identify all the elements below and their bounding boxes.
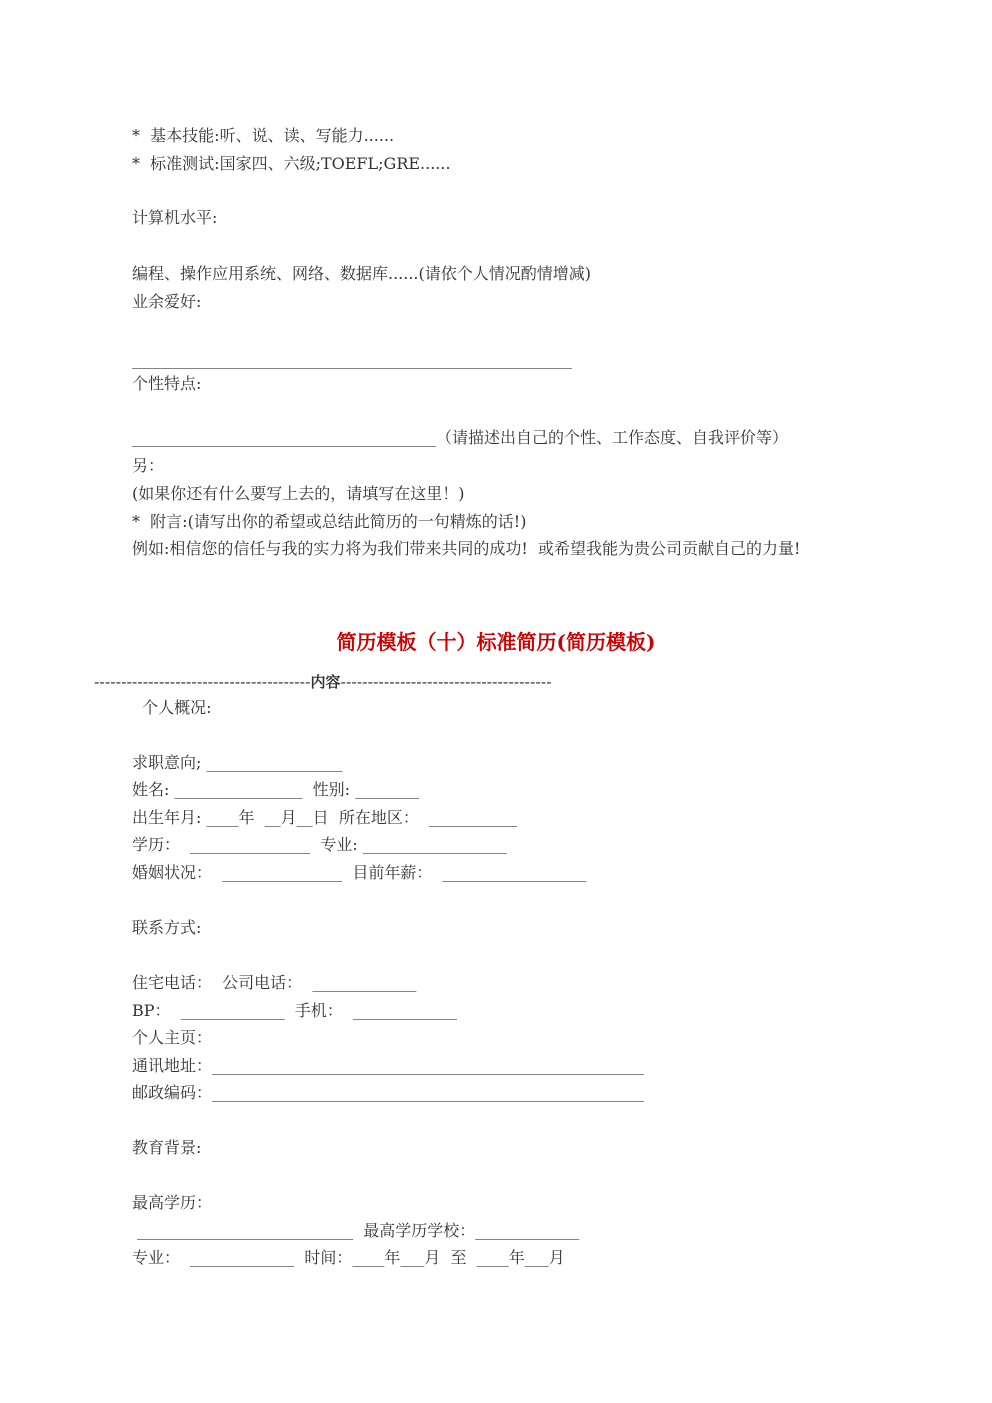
line-postscript: * 附言:(请写出你的希望或总结此简历的一句精炼的话!): [132, 512, 527, 531]
line-computer-level: 计算机水平:: [132, 208, 218, 227]
line-degree-school: ___________________________ 最高学历学校：_____________: [132, 1221, 580, 1240]
divider-label: 内容: [310, 673, 341, 691]
line-standard-tests: * 标准测试:国家四、六级;TOEFL;GRE......: [132, 154, 451, 173]
line-birth-location: 出生年月: ____年 __月__日 所在地区： ___________: [132, 808, 517, 827]
line-personality-blank: ______________________________________（请描述出自己的个性、工作态度、自我评价等）: [132, 428, 789, 447]
line-hobbies: 业余爱好:: [132, 292, 202, 311]
line-job-intention: 求职意向; _________________: [132, 753, 343, 772]
line-education: 教育背景:: [132, 1138, 202, 1157]
line-major-time: 专业： _____________ 时间：____年___月 至 ____年___月: [132, 1248, 565, 1267]
line-homepage: 个人主页：: [132, 1028, 213, 1047]
content-divider: [94, 671, 552, 692]
line-address: 通讯地址：______________________________________________________: [132, 1056, 645, 1075]
line-computer-skills: 编程、操作应用系统、网络、数据库......(请依个人情况酌情增减): [132, 264, 592, 283]
line-basic-skills: * 基本技能:听、说、读、写能力......: [132, 126, 395, 145]
line-phones: 住宅电话： 公司电话： _____________: [132, 973, 417, 992]
line-postcode: 邮政编码：______________________________________________________: [132, 1083, 645, 1102]
divider-left: ----------------------------------------: [94, 673, 311, 691]
line-marital-salary: 婚姻状况： _______________ 目前年薪： __________________: [132, 863, 587, 882]
line-other: 另：: [132, 456, 165, 475]
line-bp-mobile: BP： _____________ 手机： _____________: [132, 1001, 458, 1020]
line-contact: 联系方式:: [132, 918, 202, 937]
line-name-gender: 姓名: ________________ 性别: ________: [132, 780, 420, 799]
line-highest-degree: 最高学历：: [132, 1193, 213, 1212]
line-personality: 个性特点:: [132, 374, 202, 393]
line-example: 例如:相信您的信任与我的实力将为我们带来共同的成功! 或希望我能为贵公司贡献自己的力量!: [132, 539, 801, 558]
section-title: 简历模板（十）标准简历(简历模板): [336, 630, 656, 654]
line-personal-overview: 个人概况:: [132, 698, 212, 717]
line-degree-major: 学历： _______________ 专业: __________________: [132, 835, 507, 854]
divider-right: ---------------------------------------: [340, 673, 552, 691]
line-hobbies-blank: _______________________________________________________: [132, 350, 572, 369]
line-other-note: (如果你还有什么要写上去的，请填写在这里！): [132, 484, 465, 503]
